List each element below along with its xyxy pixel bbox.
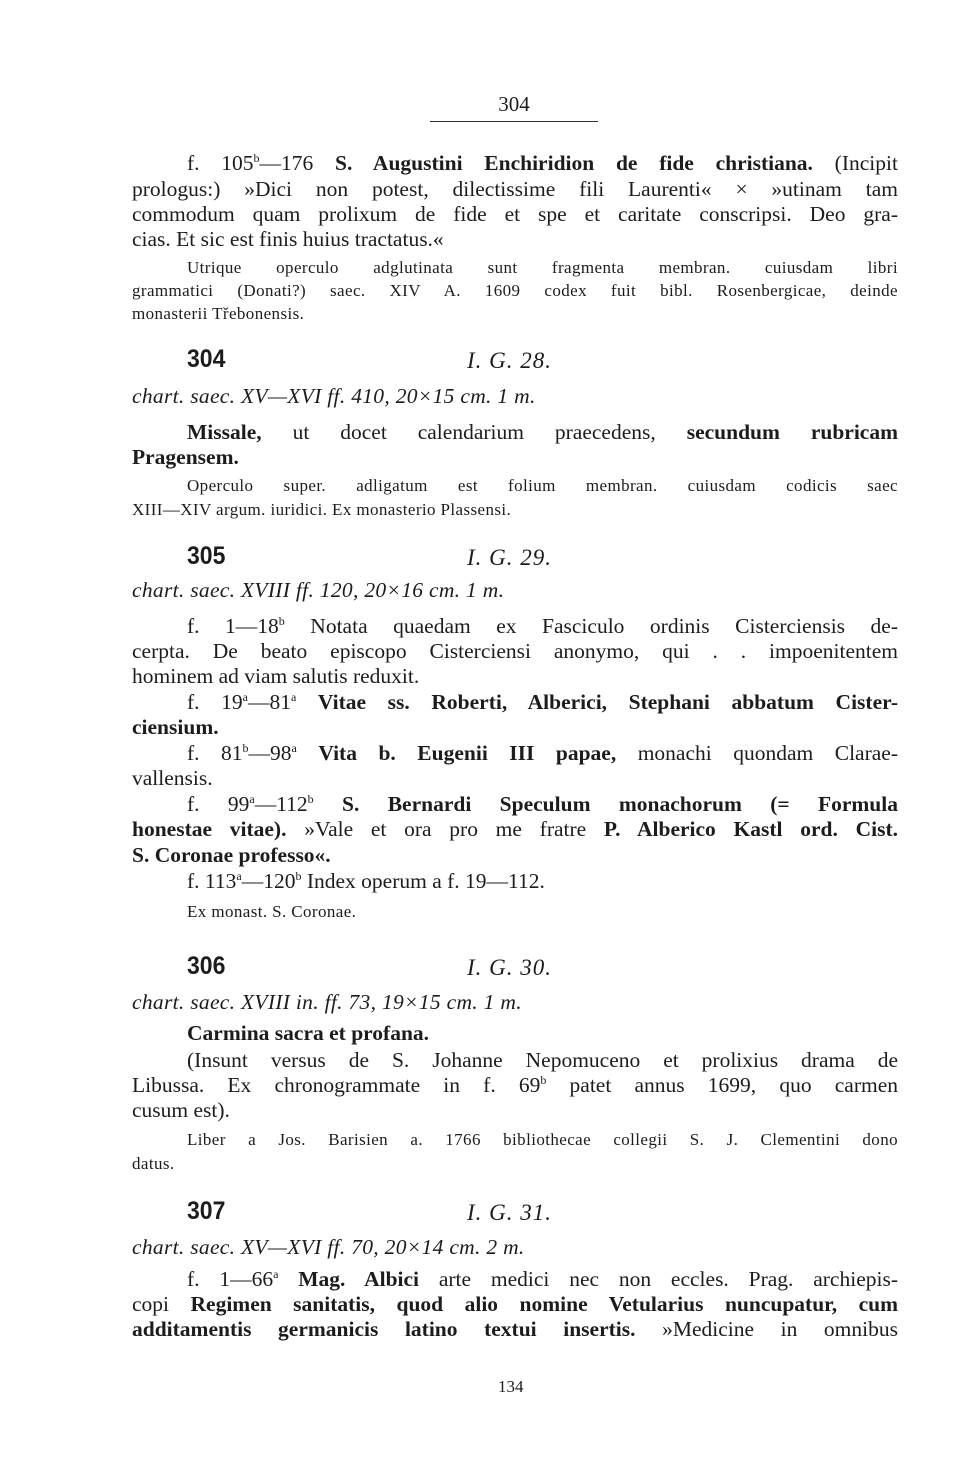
shelfmark: I. G. 29.: [467, 545, 553, 570]
header-rule: [430, 121, 598, 122]
text-line: cerpta. De beato episcopo Cisterciensi anonymo, qui . . impoenitentem: [132, 639, 898, 663]
folio-number: 134: [498, 1377, 524, 1396]
note-line: Utrique operculo adglutinata sunt fragmenta membran. cuiusdam libri: [187, 258, 898, 277]
text-line: f. 1—66$^a$ Mag. Albici arte medici nec non eccles. Prag. archiepis-: [187, 1267, 898, 1291]
entry-number: 305: [187, 542, 226, 570]
note-line: XIII—XIV argum. iuridici. Ex monasterio Plassensi.: [132, 500, 512, 519]
shelfmark: I. G. 31.: [467, 1200, 553, 1225]
text-line: ciensium.: [132, 715, 219, 739]
text-line: Pragensem.: [132, 445, 239, 469]
text-line: cusum est).: [132, 1098, 230, 1122]
text-line: f. 19$^a$—81$^a$ Vitae ss. Roberti, Alberici, Stephani abbatum Cister-: [187, 690, 898, 714]
text-line: vallensis.: [132, 766, 213, 790]
note-line: Liber a Jos. Barisien a. 1766 bibliothecae collegii S. J. Clementini dono: [187, 1130, 898, 1149]
text-line: cias. Et sic est finis huius tractatus.«: [132, 227, 444, 251]
page-number: 304: [498, 92, 530, 116]
text-line: (Insunt versus de S. Johanne Nepomuceno et prolixius drama de: [187, 1048, 898, 1072]
text-line: prologus:) »Dici non potest, dilectissime fili Laurenti« × »utinam tam: [132, 177, 898, 201]
text-line: hominem ad viam salutis reduxit.: [132, 664, 420, 688]
text-line: f. 105$^b$—176 S. Augustini Enchiridion de fide christiana. (Incipit: [187, 151, 898, 175]
running-head: [430, 92, 598, 122]
text-line: commodum quam prolixum de fide et spe et caritate conscripsi. Deo gra-: [132, 202, 898, 226]
text-line: honestae vitae). »Vale et ora pro me fratre P. Alberico Kastl ord. Cist.: [132, 817, 898, 841]
text-line: f. 81$^b$—98$^a$ Vita b. Eugenii III papae, monachi quondam Clarae-: [187, 741, 898, 765]
text-line: additamentis germanicis latino textui insertis. »Medicine in omnibus: [132, 1317, 898, 1341]
physical-description: chart. saec. XV—XVI ff. 70, 20×14 cm. 2 m.: [132, 1235, 525, 1259]
text-line: f. 99$^a$—112$^b$ S. Bernardi Speculum monachorum (= Formula: [187, 792, 898, 816]
text-line: f. 113$^a$—120$^b$ Index operum a f. 19—112.: [187, 869, 545, 893]
note-line: grammatici (Donati?) saec. XIV A. 1609 codex fuit bibl. Rosenbergicae, deinde: [132, 281, 898, 300]
text-line: Carmina sacra et profana.: [187, 1021, 430, 1045]
physical-description: chart. saec. XVIII in. ff. 73, 19×15 cm. 1 m.: [132, 990, 522, 1014]
entry-number: 306: [187, 952, 226, 980]
note-line: datus.: [132, 1154, 175, 1173]
text-line: S. Coronae professo«.: [132, 843, 331, 867]
entry-number: 304: [187, 345, 226, 373]
text-line: Libussa. Ex chronogrammate in f. 69$^b$ patet annus 1699, quo carmen: [132, 1073, 898, 1097]
entry-number: 307: [187, 1197, 226, 1225]
physical-description: chart. saec. XVIII ff. 120, 20×16 cm. 1 m.: [132, 578, 505, 602]
shelfmark: I. G. 30.: [467, 955, 553, 980]
text-line: copi Regimen sanitatis, quod alio nomine Vetularius nuncupatur, cum: [132, 1292, 898, 1316]
note-line: Ex monast. S. Coronae.: [187, 902, 357, 921]
note-line: Operculo super. adligatum est folium membran. cuiusdam codicis saec: [187, 476, 898, 495]
text-line: f. 1—18$^b$ Notata quaedam ex Fasciculo ordinis Cisterciensis de-: [187, 614, 898, 638]
text-line: Missale, ut docet calendarium praecedens, secundum rubricam: [187, 420, 898, 444]
note-line: monasterii Třebonensis.: [132, 304, 305, 323]
physical-description: chart. saec. XV—XVI ff. 410, 20×15 cm. 1 m.: [132, 384, 536, 408]
shelfmark: I. G. 28.: [467, 348, 553, 373]
